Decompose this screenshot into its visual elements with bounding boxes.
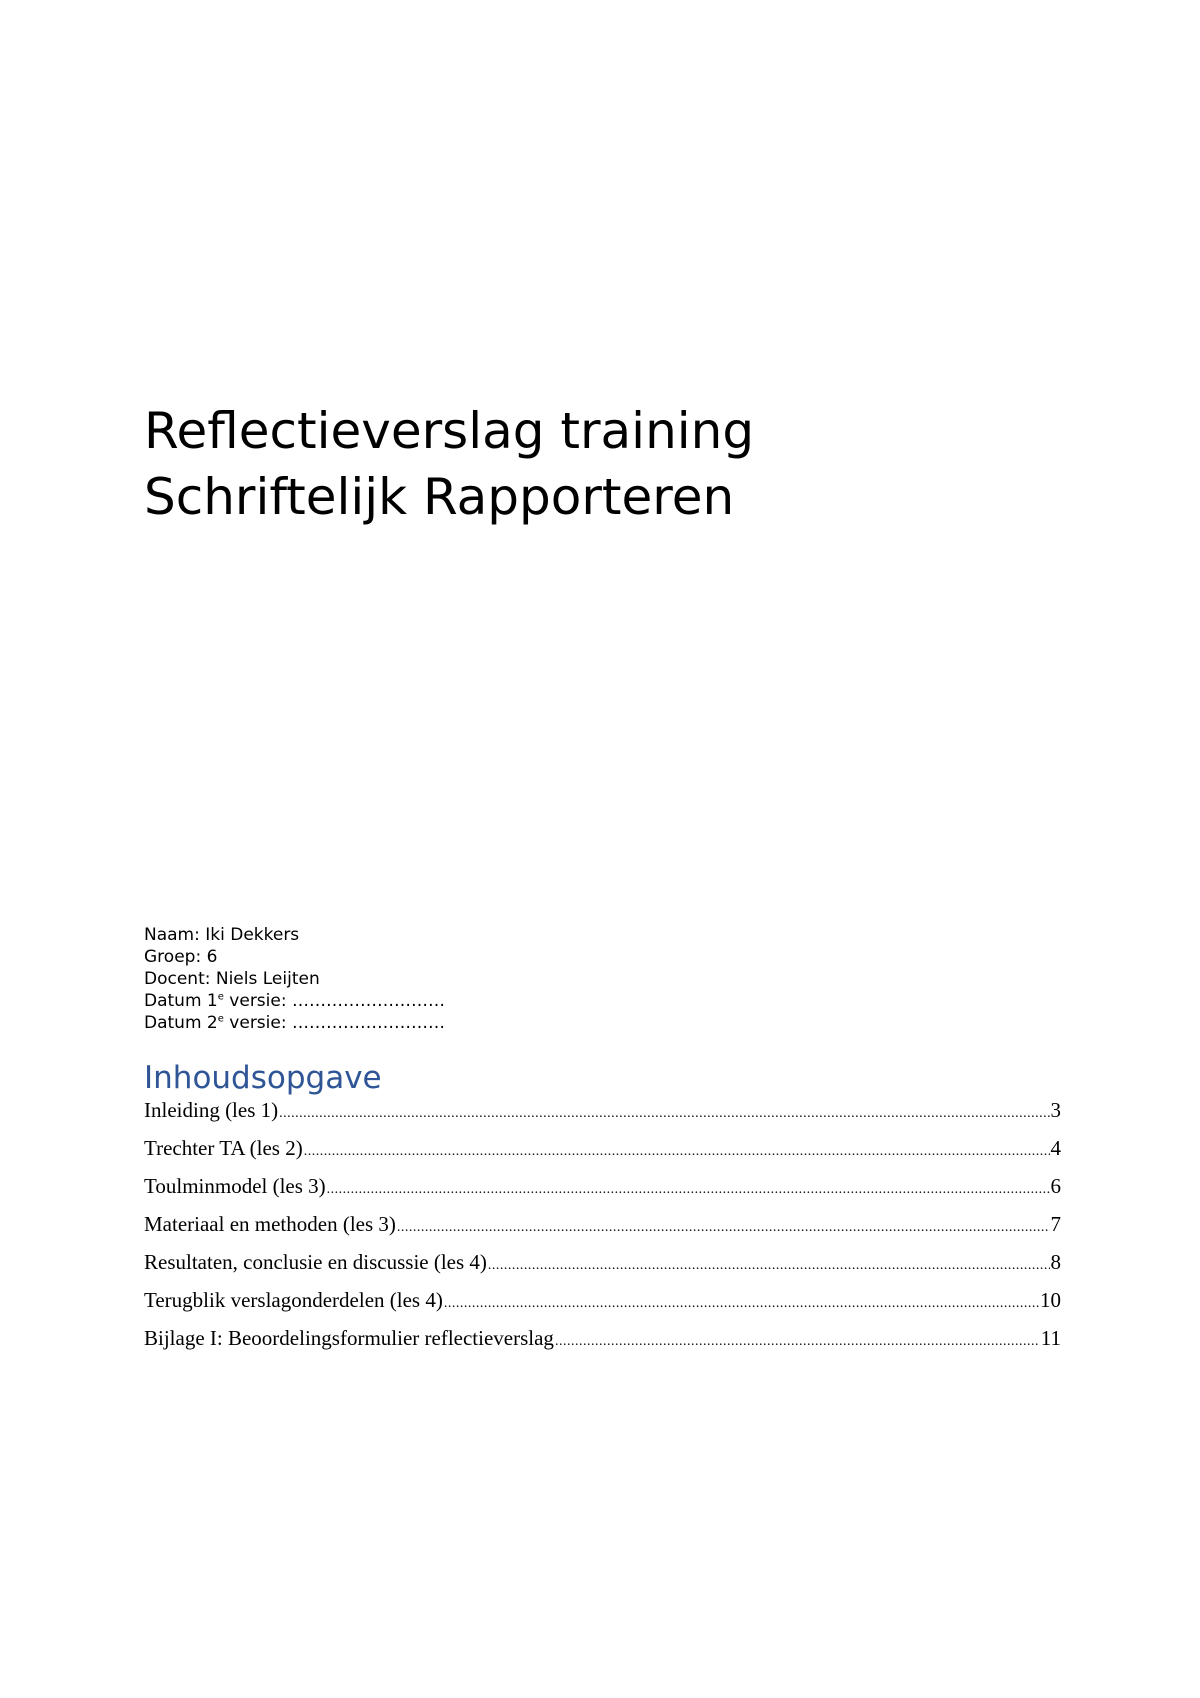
toc-entry[interactable] — [144, 1135, 1061, 1173]
toc-entry-page: 3 — [1050, 1098, 1061, 1122]
toc-entry-page: 8 — [1050, 1250, 1061, 1274]
datum-2-sup: e — [217, 1013, 224, 1025]
toc-heading: Inhoudsopgave — [144, 1060, 382, 1096]
toc-entry[interactable] — [144, 1249, 1061, 1287]
document-title — [144, 398, 754, 530]
title-line-1: Reflectieverslag training — [144, 402, 755, 460]
table-of-contents — [144, 1097, 1061, 1363]
toc-entry[interactable] — [144, 1211, 1061, 1249]
toc-entry[interactable] — [144, 1097, 1061, 1135]
toc-entry-page: 10 — [1040, 1288, 1061, 1312]
title-line-2: Schriftelijk Rapporteren — [144, 468, 735, 526]
toc-entry-label: Toulminmodel (les 3) — [144, 1174, 326, 1198]
toc-leader-dots — [488, 1253, 1050, 1279]
toc-entry-label: Terugblik verslagonderdelen (les 4) — [144, 1288, 443, 1312]
meta-naam: Naam: Iki Dekkers — [144, 925, 300, 945]
toc-leader-dots — [555, 1329, 1040, 1355]
toc-entry-page: 7 — [1050, 1212, 1061, 1236]
toc-entry-label: Materiaal en methoden (les 3) — [144, 1212, 396, 1236]
author-info-block — [144, 924, 445, 1034]
datum-2-suffix: versie: ……………………… — [223, 1013, 445, 1033]
toc-entry-label: Inleiding (les 1) — [144, 1098, 279, 1122]
toc-leader-dots — [444, 1291, 1039, 1317]
toc-leader-dots — [397, 1215, 1050, 1241]
toc-entry-label: Trechter TA (les 2) — [144, 1136, 303, 1160]
toc-entry-label: Bijlage I: Beoordelingsformulier reflectieverslag — [144, 1326, 554, 1350]
datum-2-prefix: Datum 2 — [144, 1013, 218, 1033]
toc-leader-dots — [279, 1101, 1049, 1127]
toc-leader-dots — [304, 1139, 1050, 1165]
toc-entry-page: 6 — [1050, 1174, 1061, 1198]
toc-entry[interactable] — [144, 1325, 1061, 1363]
datum-1-suffix: versie: ……………………… — [223, 991, 445, 1011]
meta-groep: Groep: 6 — [144, 947, 218, 967]
toc-entry[interactable] — [144, 1287, 1061, 1325]
datum-1-prefix: Datum 1 — [144, 991, 218, 1011]
datum-1-sup: e — [217, 991, 224, 1003]
meta-docent: Docent: Niels Leijten — [144, 969, 320, 989]
toc-entry[interactable] — [144, 1173, 1061, 1211]
toc-entry-label: Resultaten, conclusie en discussie (les 4) — [144, 1250, 487, 1274]
toc-entry-page: 4 — [1050, 1136, 1061, 1160]
meta-datum-1 — [144, 990, 445, 1012]
toc-leader-dots — [327, 1177, 1050, 1203]
meta-datum-2 — [144, 1012, 445, 1034]
toc-entry-page: 11 — [1040, 1326, 1061, 1350]
